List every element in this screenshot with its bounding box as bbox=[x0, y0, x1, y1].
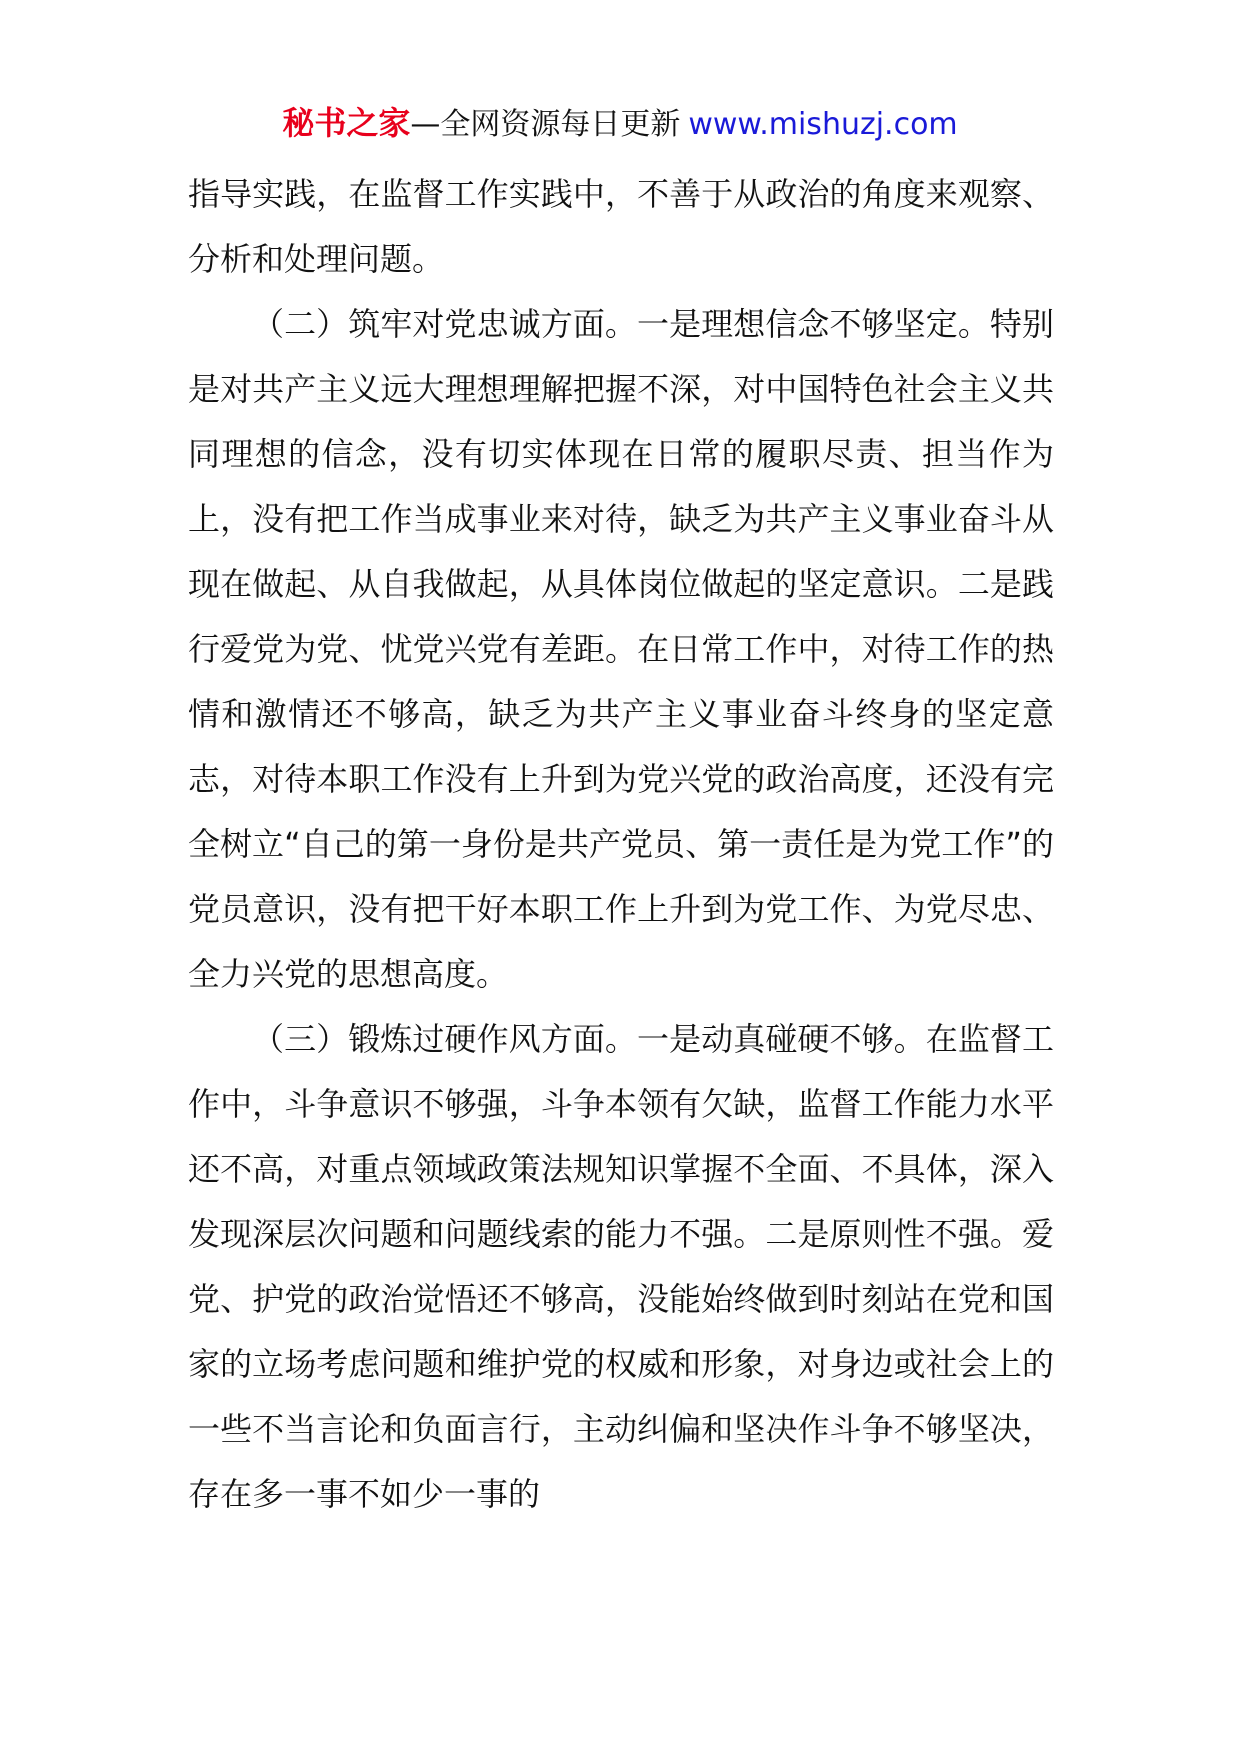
header-tagline: —全网资源每日更新 bbox=[410, 107, 681, 142]
paragraph-section-two: （二）筑牢对党忠诚方面。一是理想信念不够坚定。特别是对共产主义远大理想理解把握不深，对中国特色社会主义共同理想的信念，没有切实体现在日常的履职尽责、担当作为上，没有把工作当成事业来对待，缺乏为共产主义事业奋斗从现在做起、从自我做起，从具体岗位做起的坚定意识。二是践行爱党为党、忧党兴党有差距。在日常工作中，对待工作的热情和激情还不够高，缺乏为共产主义事业奋斗终身的坚定意志，对待本职工作没有上升到为党兴党的政治高度，还没有完全树立“自己的第一身份是共产党员、第一责任是为党工作”的党员意识，没有把干好本职工作上升到为党工作、为党尽忠、全力兴党的思想高度。 bbox=[188, 305, 1054, 993]
page-header bbox=[0, 101, 1240, 147]
paragraph-continuation: 指导实践，在监督工作实践中，不善于从政治的角度来观察、分析和处理问题。 bbox=[188, 175, 1054, 278]
site-url-link[interactable]: www.mishuzj.com bbox=[688, 107, 958, 142]
paragraph-section-three: （三）锻炼过硬作风方面。一是动真碰硬不够。在监督工作中，斗争意识不够强，斗争本领有欠缺，监督工作能力水平还不高，对重点领域政策法规知识掌握不全面、不具体，深入发现深层次问题和问题线索的能力不强。二是原则性不强。爱党、护党的政治觉悟还不够高，没能始终做到时刻站在党和国家的立场考虑问题和维护党的权威和形象，对身边或社会上的一些不当言论和负面言行，主动纠偏和坚决作斗争不够坚决，存在多一事不如少一事的 bbox=[188, 1020, 1054, 1513]
brand-name: 秘书之家 bbox=[282, 104, 411, 142]
document-body bbox=[188, 162, 1054, 1527]
